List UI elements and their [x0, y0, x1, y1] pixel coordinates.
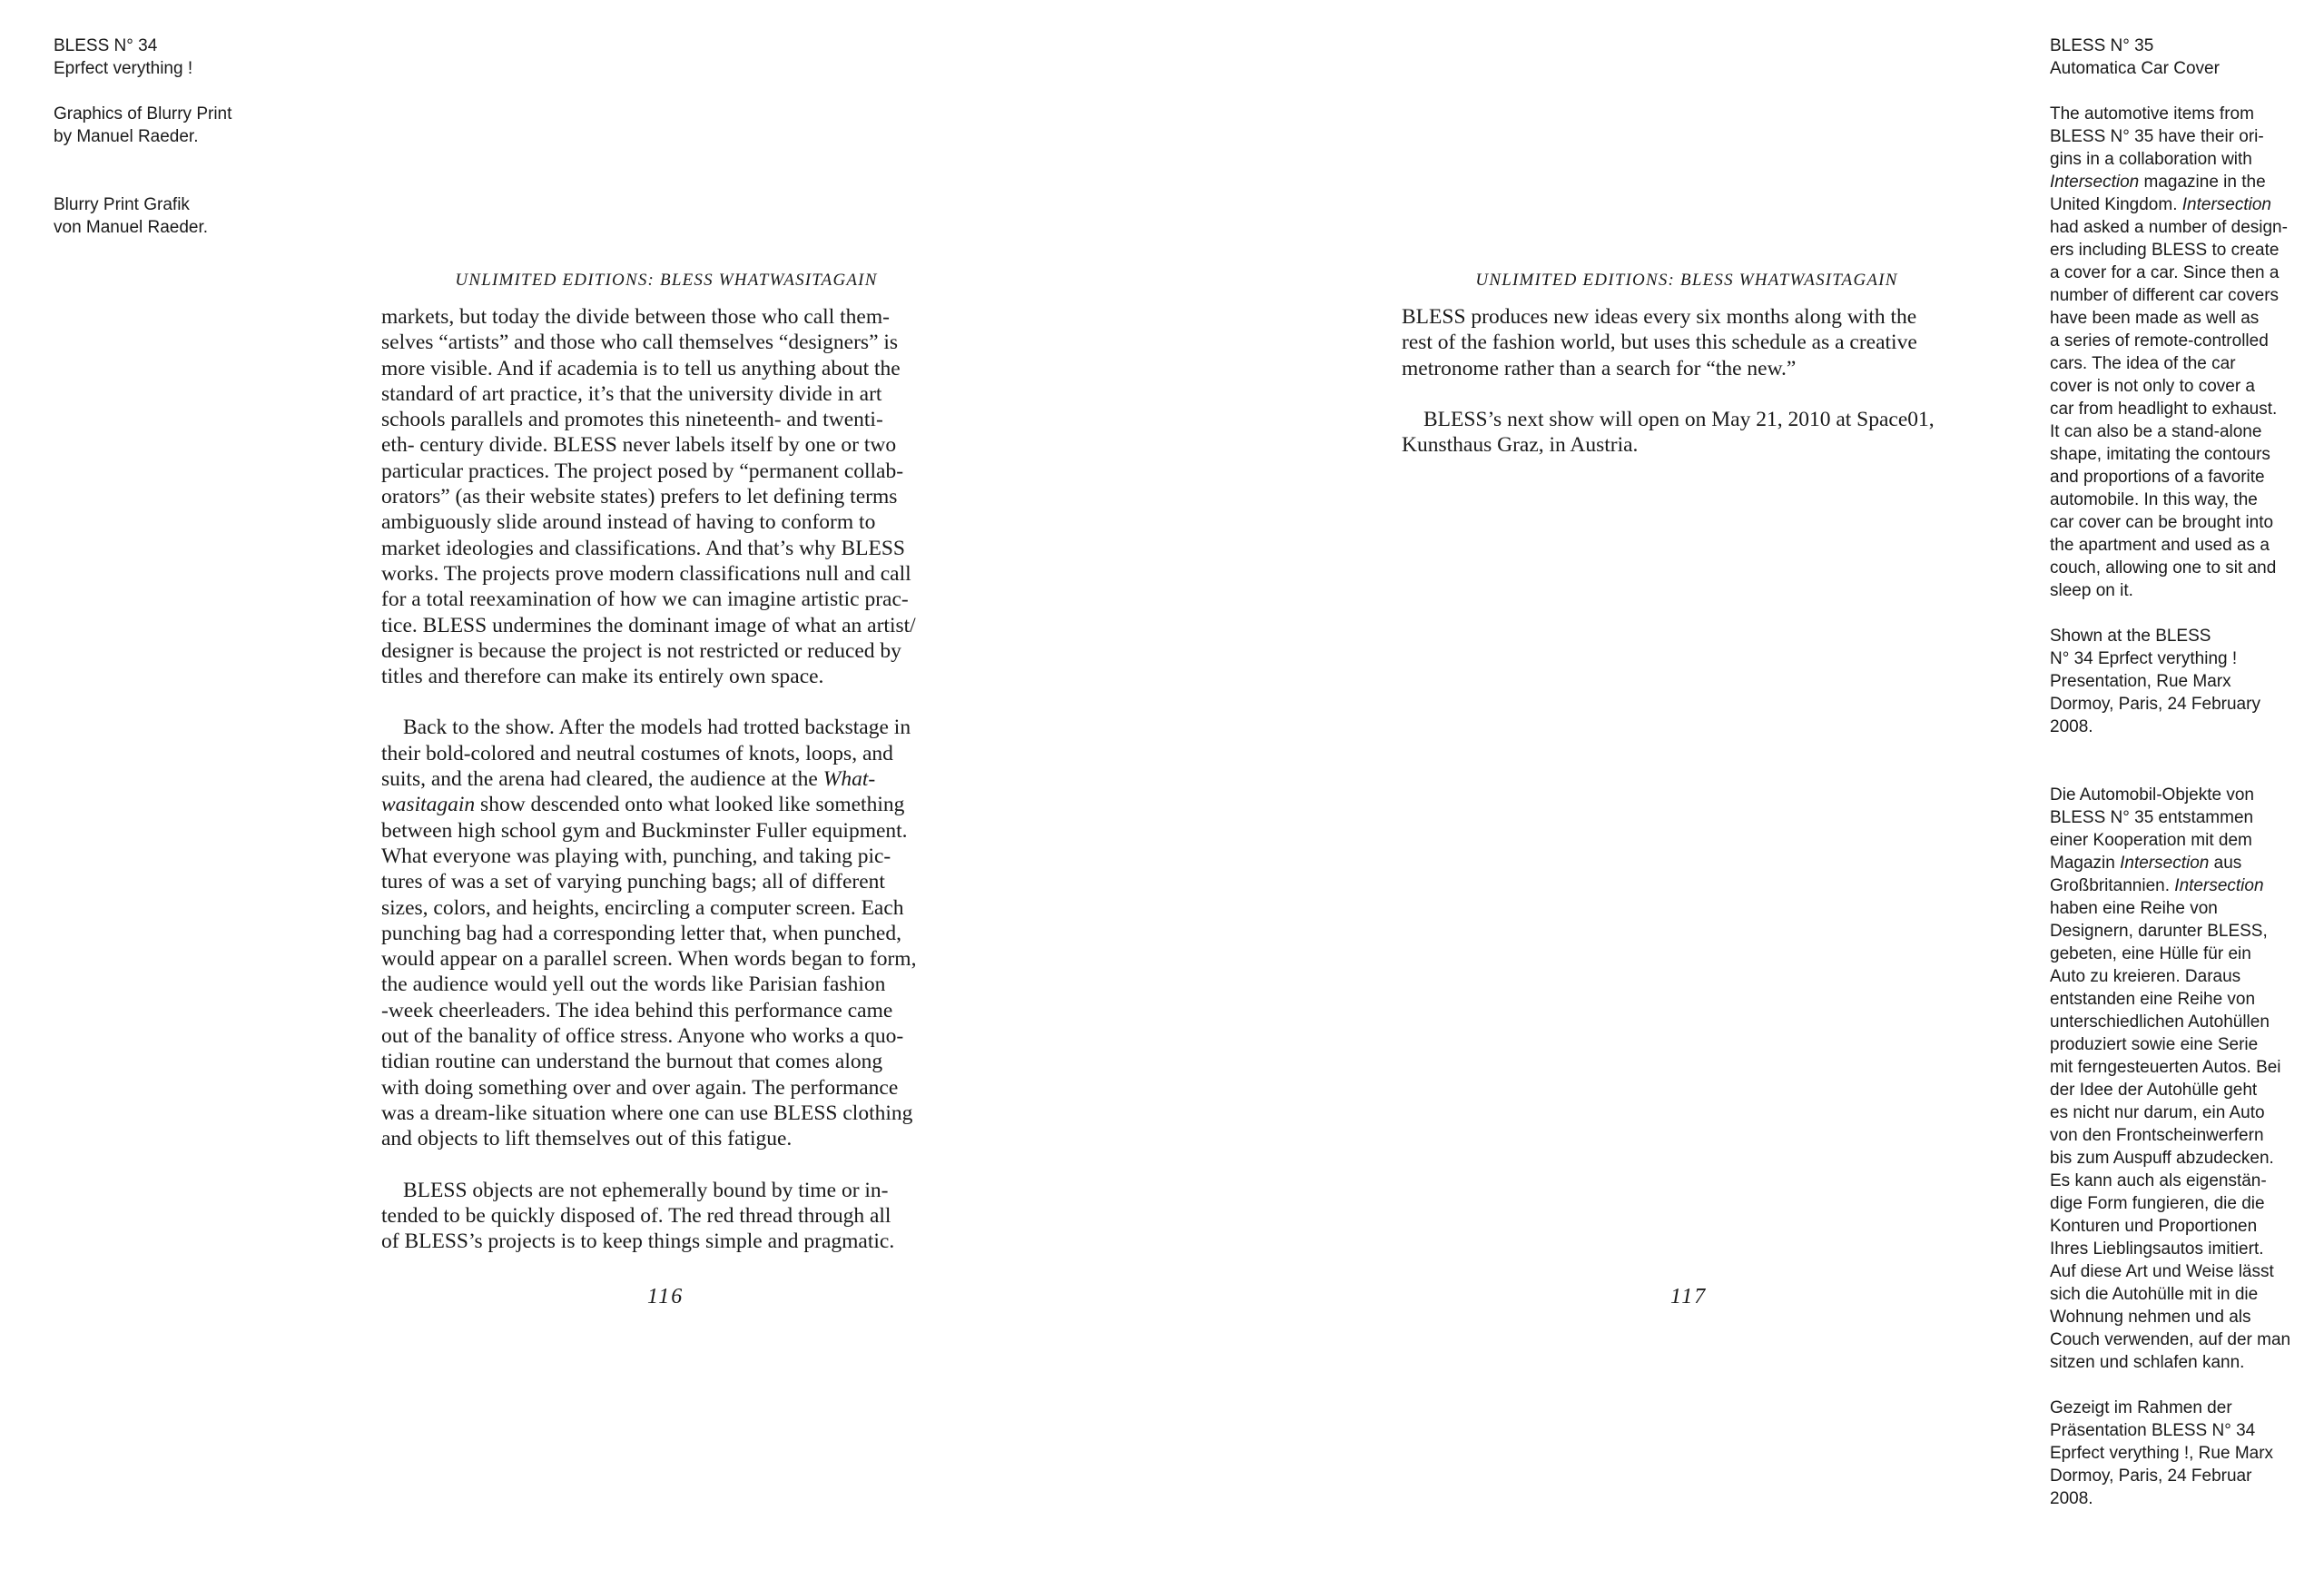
right-page-body: [1402, 304, 1983, 458]
paragraph: markets, but today the divide between those who call them- selves “artists” and those who call themselves “designers” is more visible. And if academia is to tell us anything about the standard of art practice, it’s that the university divide in art schools parallels and promotes this nineteenth- and twenti- eth- century divide. BLESS never labels itself by one or two particular practices. The project posed by “permanent collab- orators” (as their website states) prefers to let defining terms ambiguously slide around instead of having to conform to market ideologies and classifications. And that’s why BLESS works. The projects prove modern classifications null and call for a total reexamination of how we can imagine artistic prac- tice. BLESS undermines the dominant image of what an artist/ designer is because the project is not restricted or reduced by titles and therefore can make its entirely own space.: [381, 305, 916, 689]
italic-title: What- wasitagain: [381, 767, 876, 817]
italic-title: Intersection: [2174, 876, 2264, 895]
paragraph: BLESS objects are not ephemerally bound by time or in- tended to be quickly disposed of. The red thread through all of BLESS’s projects is to keep things simple and pragmatic.: [381, 1178, 895, 1254]
text-run: magazine in the United Kingdom.: [2050, 173, 2266, 214]
paragraph: [381, 715, 962, 1151]
running-header-left: UNLIMITED EDITIONS: BLESS WHATWASITAGAIN: [455, 271, 878, 290]
text-run: had asked a number of design- ers including BLESS to create a cover for a car. Since then a number of different car covers have been made as well as a series of remote-controlled cars. The idea of the car cover is not only to cover a car from headlight to exhaust. It can also be a stand-alone shape, imitating the contours and proportions of a favorite automobile. In this way, the car cover can be brought into the apartment and used as a couch, allowing one to sit and sleep on it.: [2050, 218, 2288, 600]
text-run: show descended onto what looked like something between high school gym and Buckminster Fuller equipment. What everyone was playing with, punching, and taking pic- tures of was a set of varying punching bags; all of different sizes, colors, and heights, encircling a computer screen. Each punching bag had a corresponding letter that, when punched, would appear on a parallel screen. When words began to form, the audience would yell out the words like Parisian fashion -week cheerleaders. The idea behind this performance came out of the banality of office stress. Anyone who works a quo- tidian routine can understand the burnout that comes along with doing something over and over again. The performance was a dream-like situation where one can use BLESS clothing and objects to lift themselves out of this fatigue.: [381, 793, 917, 1151]
left-caption: [54, 35, 326, 239]
text-run: Back to the show. After the models had trotted backstage in their bold-colored and neutral costumes of knots, loops, and suits, and the arena had cleared, the audience at the: [381, 716, 911, 792]
running-header-right: UNLIMITED EDITIONS: BLESS WHATWASITAGAIN: [1475, 271, 1898, 290]
text-run: aus Großbritannien.: [2050, 854, 2242, 895]
caption-credit-de: Blurry Print Grafik von Manuel Raeder.: [54, 195, 209, 237]
paragraph: BLESS’s next show will open on May 21, 2010 at Space01, Kunsthaus Graz, in Austria.: [1402, 407, 1935, 458]
caption-subtitle: Eprfect verything !: [54, 59, 193, 78]
caption-title: BLESS N° 34: [54, 36, 158, 55]
page-number-left: 116: [647, 1285, 684, 1308]
caption-shown-de: Gezeigt im Rahmen der Präsentation BLESS N° 34 Eprfect verything !, Rue Marx Dormoy, Paris, 24 Februar 2008.: [2050, 1398, 2274, 1508]
text-run: The automotive items from BLESS N° 35 have their ori- gins in a collaboration with: [2050, 104, 2264, 169]
left-page-body: [381, 304, 962, 1254]
italic-title: Intersection: [2181, 195, 2271, 214]
caption-german: [2050, 784, 2322, 1374]
caption-shown-en: Shown at the BLESS N° 34 Eprfect verything ! Presentation, Rue Marx Dormoy, Paris, 24 February 2008.: [2050, 627, 2260, 736]
text-run: Die Automobil-Objekte von BLESS N° 35 entstammen einer Kooperation mit dem Magazin: [2050, 785, 2254, 873]
right-caption: [2050, 35, 2322, 1510]
page-number-right: 117: [1670, 1285, 1708, 1308]
italic-title: Intersection: [2050, 173, 2140, 192]
caption-title: BLESS N° 35: [2050, 36, 2154, 55]
italic-title: Intersection: [2120, 854, 2210, 873]
text-run: haben eine Reihe von Designern, darunter BLESS, gebeten, eine Hülle für ein Auto zu kreieren. Daraus entstanden eine Reihe von unterschiedlichen Autohüllen produziert sowie eine Serie mit ferngesteuerten Autos. Bei der Idee der Autohülle geht es nicht nur darum, ein Auto von den Frontscheinwerfern bis zum Auspuff abzudecken. Es kann auch als eigenstän- dige Form fungieren, die die Konturen und Proportionen Ihres Lieblingsautos imitiert. Auf diese Art und Weise lässt sich die Autohülle mit in die Wohnung nehmen und als Couch verwenden, auf der man sitzen und schlafen kann.: [2050, 899, 2291, 1372]
caption-english: [2050, 103, 2322, 602]
paragraph: BLESS produces new ideas every six months along with the rest of the fashion world, but uses this schedule as a creative metronome rather than a search for “the new.”: [1402, 305, 1917, 380]
caption-subtitle: Automatica Car Cover: [2050, 59, 2220, 78]
caption-credit-en: Graphics of Blurry Print by Manuel Raeder.: [54, 104, 232, 146]
